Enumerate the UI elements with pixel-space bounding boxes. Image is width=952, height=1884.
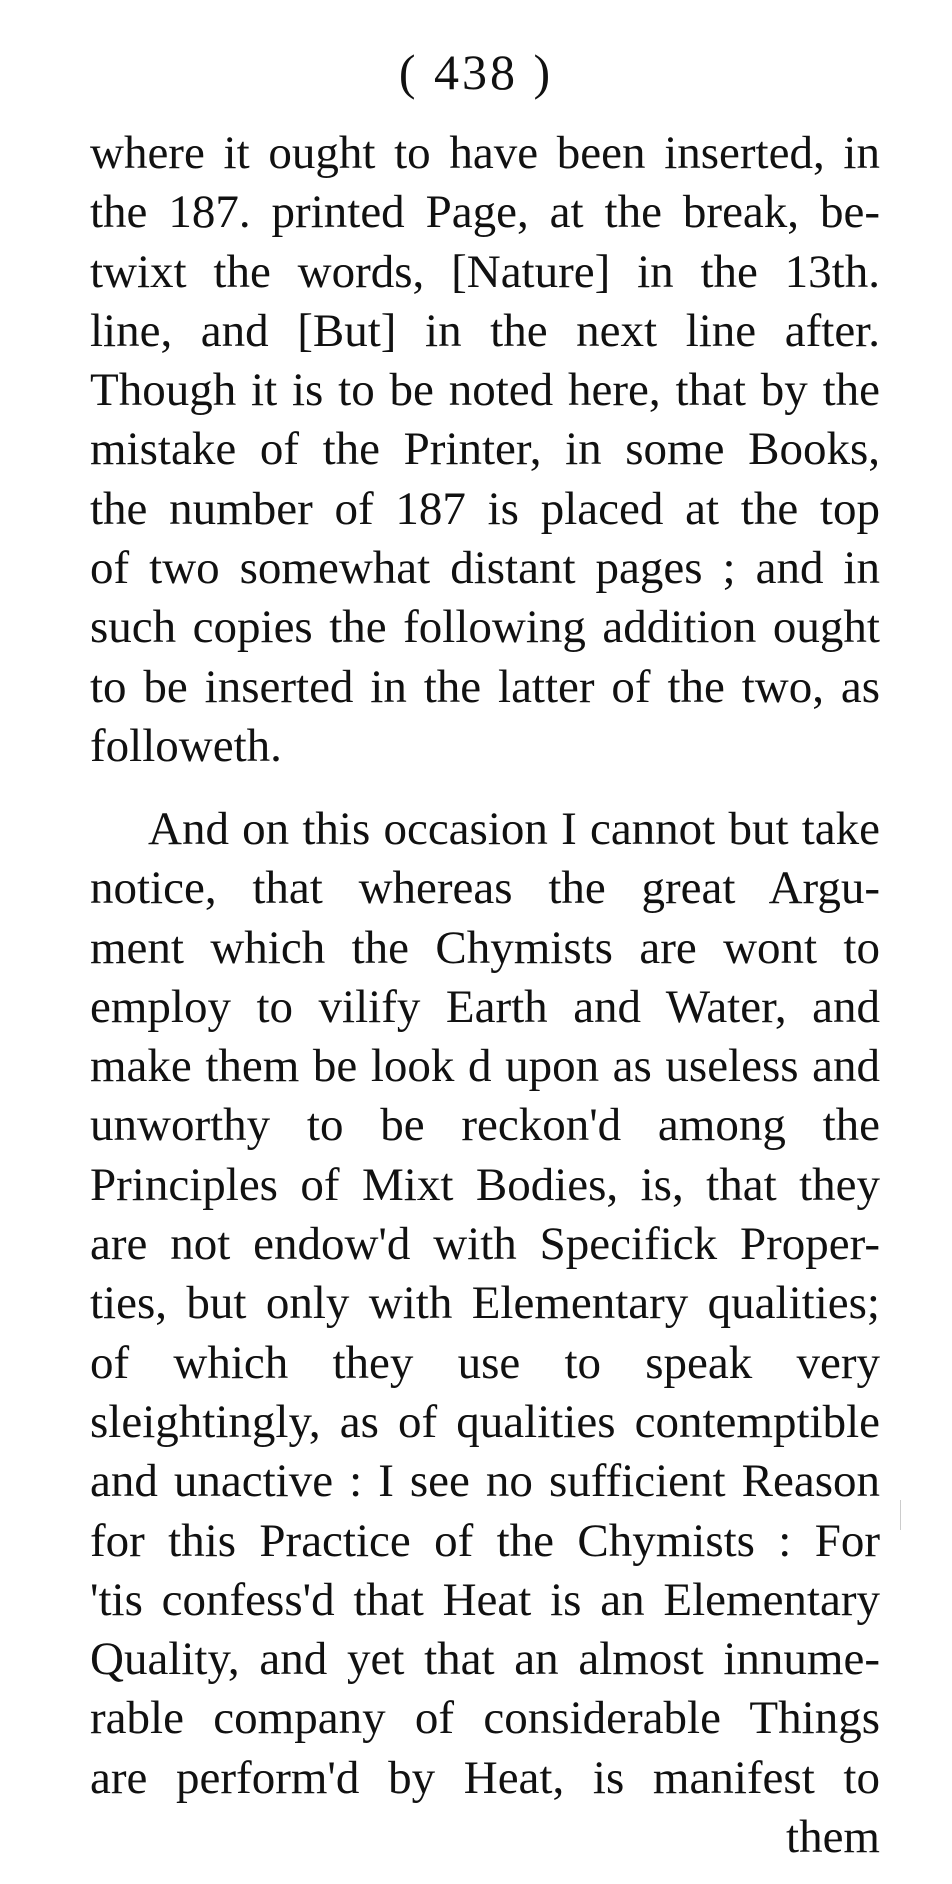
text-line: sleightingly, as of qualities contemptible [90,1395,880,1448]
text-line: and unactive : I see no sufficient Reason [90,1455,880,1508]
text-line: are perform'd by Heat, is manifest to [90,1751,880,1804]
paragraph-addition [90,800,880,1867]
text-line: make them be look d upon as useless and [90,1040,880,1093]
text-line: for this Practice of the Chymists : For [90,1514,880,1567]
text-line: twixt the words, [Nature] in the 13th. [90,245,880,298]
text-line: the 187. printed Page, at the break, be- [90,186,880,239]
text-line: the number of 187 is placed at the top [90,482,880,535]
text-line: Principles of Mixt Bodies, is, that they [90,1158,880,1211]
paragraph-continuation [90,124,880,776]
text-line: rable company of considerable Things [90,1692,880,1745]
page-number: ( 438 ) [398,44,554,100]
text-line: ties, but only with Elementary qualities; [90,1277,880,1330]
text-line: unworthy to be reckon'd among the [90,1099,880,1152]
text-line: notice, that whereas the great Argu- [90,862,880,915]
text-line: of two somewhat distant pages ; and in [90,542,880,595]
catchword: them [786,1811,880,1864]
margin-mark [900,1500,901,1530]
text-line: Quality, and yet that an almost innume- [90,1633,880,1686]
text-line: of which they use to speak very [90,1336,880,1389]
text-line: employ to vilify Earth and Water, and [90,980,880,1033]
text-line: to be inserted in the latter of the two, as [90,660,880,713]
text-line: ment which the Chymists are wont to [90,921,880,974]
text-line: And on this occasion I cannot but take [148,803,880,855]
text-line: 'tis confess'd that Heat is an Elementary [90,1573,880,1626]
text-line: mistake of the Printer, in some Books, [90,423,880,476]
text-line: line, and [But] in the next line after. [90,304,880,357]
text-line: where it ought to have been inserted, in [90,127,880,179]
text-line: Though it is to be noted here, that by the [90,364,880,417]
text-line: such copies the following addition ought [90,601,880,654]
text-line: followeth. [90,719,282,772]
text-line: are not endow'd with Specifick Proper- [90,1218,880,1271]
